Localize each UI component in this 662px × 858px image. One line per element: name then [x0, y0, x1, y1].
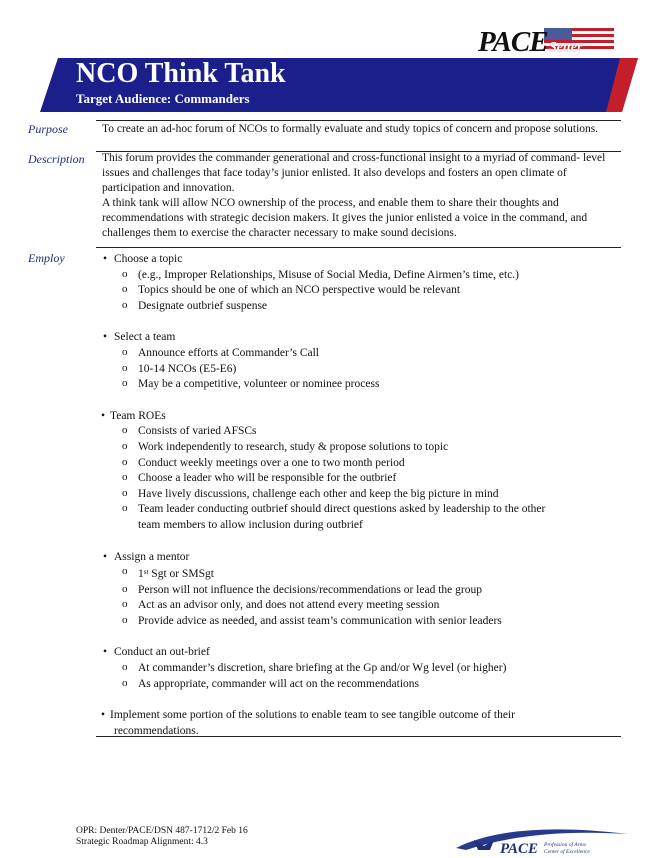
list-item: • Choose a topic [100, 252, 620, 268]
employ-group-topic [100, 252, 620, 314]
divider [96, 120, 621, 121]
list-subitem: o Choose a leader who will be responsible for the outbrief [100, 471, 620, 487]
footer [76, 826, 248, 848]
list-subitem: o Work independently to research, study & propose solutions to topic [100, 440, 620, 456]
list-subitem: o (e.g., Improper Relationships, Misuse of Social Media, Define Airmen’s time, etc.) [100, 268, 620, 284]
page-subtitle: Target Audience: Commanders [76, 91, 250, 106]
bottom-logo-tagline-1: Profession of Arms [544, 842, 586, 848]
list-item: • Implement some portion of the solutions to enable team to see tangible outcome of their [100, 708, 620, 724]
list-item-continuation: recommendations. [114, 724, 199, 737]
list-subitem: o Topics should be one of which an NCO perspective would be relevant [100, 283, 620, 299]
list-subitem: o Designate outbrief suspense [100, 299, 620, 315]
list-subitem-continuation: team members to allow inclusion during outbrief [138, 518, 363, 531]
logo-setter-text: Setter [549, 40, 583, 55]
list-subitem: o As appropriate, commander will act on the recommendations [100, 677, 620, 693]
employ-group-mentor [100, 550, 620, 630]
employ-group-implement [100, 708, 620, 739]
rank-text: Sgt or SMSgt [148, 568, 214, 581]
list-item: • Team ROEs [100, 409, 620, 425]
employ-group-roes [100, 409, 620, 534]
list-subitem: o 10-14 NCOs (E5-E6) [100, 362, 620, 378]
list-subitem: o Have lively discussions, challenge each other and keep the big picture in mind [100, 487, 620, 503]
pace-coe-logo [452, 826, 630, 856]
purpose-paragraph: To create an ad-hoc forum of NCOs to formally evaluate and study topics of concern and propose solutions. [102, 123, 599, 135]
page-title: NCO Think Tank [76, 58, 286, 89]
footer-opr: OPR: Denter/PACE/DSN 487-1712/2 Feb 16 [76, 826, 248, 836]
list-subitem: o Person will not influence the decisions/recommendations or lead the group [100, 583, 620, 599]
title-banner [40, 58, 640, 112]
employ-group-team [100, 330, 620, 392]
list-item: • Conduct an out-brief [100, 645, 620, 661]
list-subitem [100, 565, 620, 583]
list-item: • Assign a mentor [100, 550, 620, 566]
description-paragraph-2: A think tank will allow NCO ownership of the process, and enable them to share their thoughts and recommendations with strategic decision makers. It gives the junior enlisted a voice in the command, and challenges them to exercise the character necessary to make sound decisions. [102, 197, 588, 239]
divider [96, 247, 621, 248]
ordinal-suffix: st [143, 568, 149, 577]
list-subitem: o May be a competitive, volunteer or nominee process [100, 377, 620, 393]
list-subitem: o Team leader conducting outbrief should direct questions asked by leadership to the other [100, 502, 620, 518]
logo-pace-text: PACE [478, 26, 548, 58]
list-subitem: o Act as an advisor only, and does not attend every meeting session [100, 598, 620, 614]
employ-group-outbrief [100, 645, 620, 692]
description-paragraph-1: This forum provides the commander generational and cross-functional insight to a myriad of command- level issues and challenges that face today’s junior enlisted. It also develops and fosters an open climate of participation and innovation. [102, 152, 606, 194]
bottom-logo-tagline-2: Center of Excellence [544, 849, 590, 855]
list-subitem: o At commander’s discretion, share briefing at the Gp and/or Wg level (or higher) [100, 661, 620, 677]
list-subitem: o Conduct weekly meetings over a one to two month period [100, 456, 620, 472]
divider [96, 736, 621, 737]
pace-setter-logo [478, 26, 618, 56]
purpose-label: Purpose [28, 122, 68, 136]
employ-list [100, 252, 620, 739]
rank-number: 1 [138, 568, 144, 581]
purpose-text [102, 122, 618, 137]
employ-label: Employ [28, 251, 65, 265]
description-text [102, 151, 618, 241]
description-label: Description [28, 152, 85, 166]
list-subitem: o Announce efforts at Commander’s Call [100, 346, 620, 362]
list-subitem: o Consists of varied AFSCs [100, 424, 620, 440]
bottom-logo-pace: PACE [500, 841, 539, 856]
footer-roadmap: Strategic Roadmap Alignment: 4.3 [76, 837, 208, 847]
list-item: • Select a team [100, 330, 620, 346]
list-subitem: o Provide advice as needed, and assist team’s communication with senior leaders [100, 614, 620, 630]
